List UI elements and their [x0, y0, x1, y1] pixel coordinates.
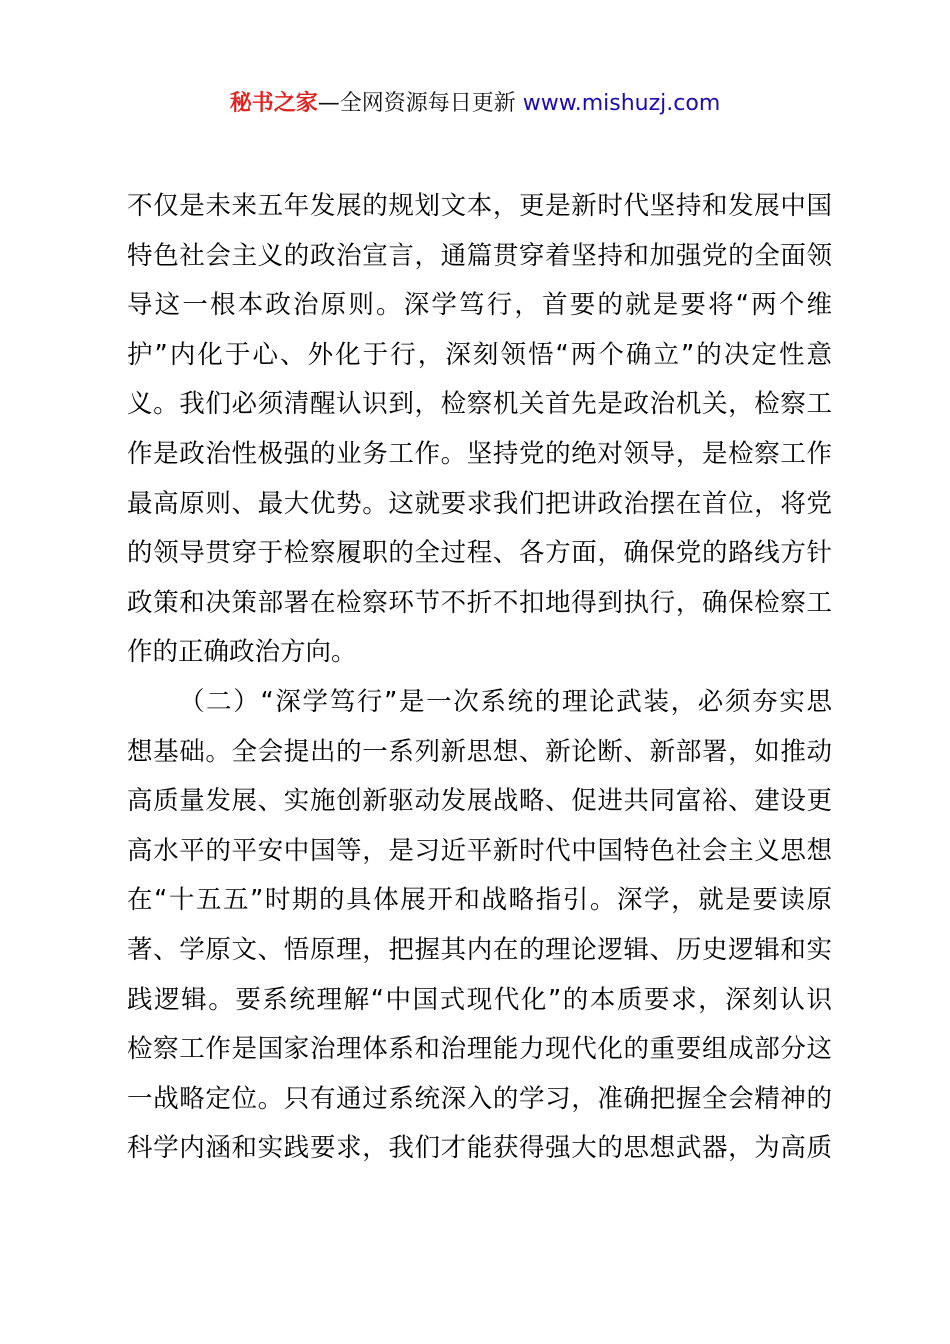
- text-line: 护”内化于心、外化于行，深刻领悟“两个确立”的决定性意: [127, 339, 832, 370]
- site-header: [0, 88, 950, 120]
- text-line: 检察工作是国家治理体系和治理能力现代化的重要组成部分这: [127, 1034, 832, 1065]
- text-line: 在“十五五”时期的具体展开和战略指引。深学，就是要读原: [127, 885, 832, 916]
- text-line: 导这一根本政治原则。深学笃行，首要的就是要将“两个维: [127, 290, 832, 321]
- text-line: 政策和决策部署在检察环节不折不扣地得到执行，确保检察工: [127, 587, 832, 618]
- text-line: 高水平的平安中国等，是习近平新时代中国特色社会主义思想: [127, 835, 832, 866]
- text-line: 作的正确政治方向。: [127, 637, 357, 668]
- site-url-link[interactable]: www.mishuzj.com: [522, 91, 721, 116]
- document-body: [127, 182, 832, 1174]
- text-line: 作是政治性极强的业务工作。坚持党的绝对领导，是检察工作: [127, 438, 832, 469]
- text-line: 一战略定位。只有通过系统深入的学习，准确把握全会精神的: [127, 1083, 832, 1114]
- brand-name: 秘书之家: [229, 91, 318, 116]
- text-line: （二）“深学笃行”是一次系统的理论武装，必须夯实思: [179, 686, 832, 717]
- header-tagline: —全网资源每日更新: [317, 91, 523, 116]
- text-line: 最高原则、最大优势。这就要求我们把讲政治摆在首位，将党: [127, 488, 832, 519]
- paragraph-1: [127, 182, 832, 678]
- text-line: 不仅是未来五年发展的规划文本，更是新时代坚持和发展中国: [127, 191, 832, 221]
- text-line: 践逻辑。要系统理解“中国式现代化”的本质要求，深刻认识: [127, 984, 832, 1015]
- text-line: 高质量发展、实施创新驱动发展战略、促进共同富裕、建设更: [127, 786, 832, 817]
- text-line: 著、学原文、悟原理，把握其内在的理论逻辑、历史逻辑和实: [127, 934, 832, 965]
- paragraph-2: [127, 678, 832, 1174]
- text-line: 特色社会主义的政治宣言，通篇贯穿着坚持和加强党的全面领: [127, 240, 832, 271]
- text-line: 科学内涵和实践要求，我们才能获得强大的思想武器，为高质: [127, 1133, 832, 1164]
- text-line: 的领导贯穿于检察履职的全过程、各方面，确保党的路线方针: [127, 538, 832, 569]
- text-line: 义。我们必须清醒认识到，检察机关首先是政治机关，检察工: [127, 389, 832, 420]
- text-line: 想基础。全会提出的一系列新思想、新论断、新部署，如推动: [127, 736, 832, 767]
